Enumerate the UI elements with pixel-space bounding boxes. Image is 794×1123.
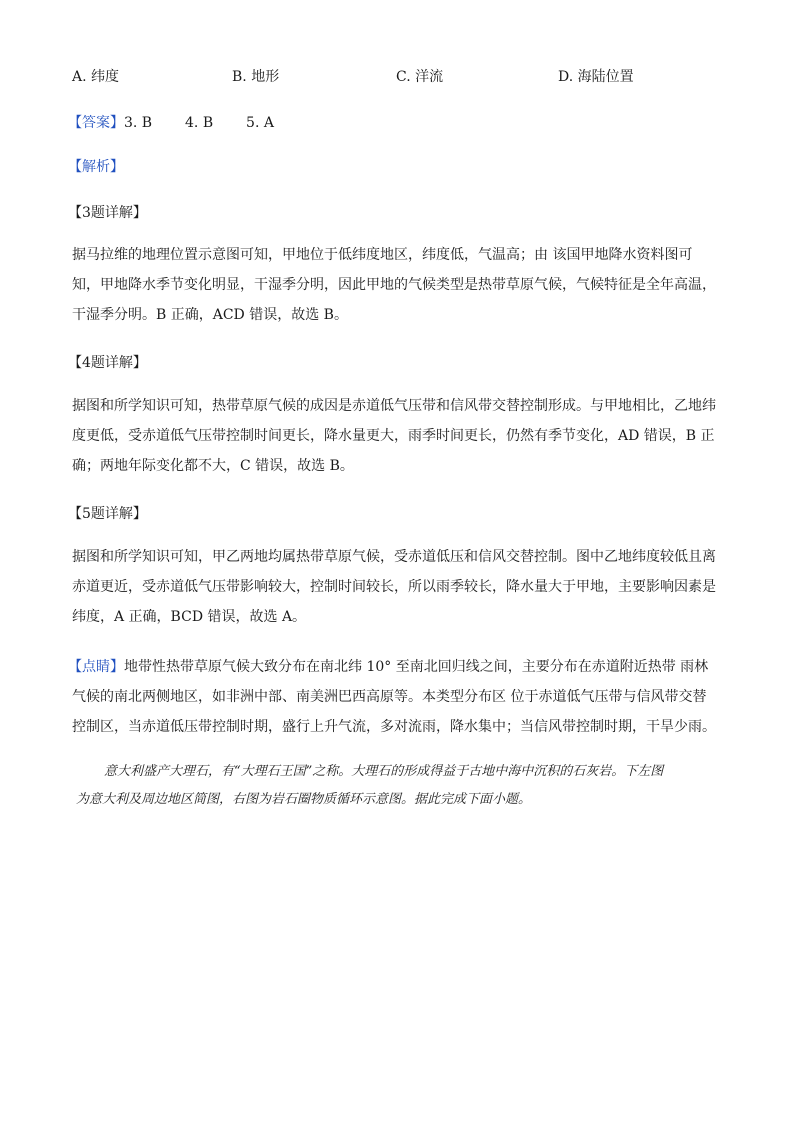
tip-label: 【点睛】 [68,659,124,675]
tip-section [68,652,718,742]
answer-line [68,112,274,132]
answer-q4: 4. B [185,115,214,131]
tip-line: 控制区，当赤道低压带控制时期，盛行上升气流，多对流雨，降水集中；当信风带控制时期，干旱少雨。 [72,719,716,735]
q3-line: 干湿季分明。B 正确，ACD 错误，故选 B。 [72,307,348,323]
q3-heading: 【3题详解】 [68,205,147,221]
q4-line: 确；两地年际变化都不大，C 错误，故选 B。 [72,458,354,474]
q4-explanation [72,391,722,481]
q5-line: 纬度，A 正确，BCD 错误，故选 A。 [72,609,307,625]
q4-line: 据图和所学知识可知，热带草原气候的成因是赤道低气压带和信风带交替控制形成。与甲地相比，乙地纬 [72,398,716,414]
tip-line: 气候的南北两侧地区，如非洲中部、南美洲巴西高原等。本类型分布区 位于赤道低气压带与信风带交替 [72,689,707,705]
q3-line: 据马拉维的地理位置示意图可知，甲地位于低纬度地区，纬度低，气温高；由 该国甲地降水资料图可 [72,247,693,263]
q5-line: 据图和所学知识可知，甲乙两地均属热带草原气候，受赤道低压和信风交替控制。图中乙地纬度较低且离 [72,549,716,565]
q5-line: 赤道更近，受赤道低气压带影响较大，控制时间较长，所以雨季较长，降水量大于甲地，主要影响因素是 [72,579,716,595]
intro-line: 意大利盛产大理石，有“大理石王国”之称。大理石的形成得益于古地中海中沉积的石灰岩。下左图 [104,764,664,779]
q3-explanation [72,240,722,330]
q3-line: 知，甲地降水季节变化明显，干湿季分明，因此甲地的气候类型是热带草原气候，气候特征是全年高温， [72,277,716,293]
option-c: C. 洋流 [396,69,444,85]
q4-heading: 【4题详解】 [68,355,147,371]
q5-heading: 【5题详解】 [68,506,147,522]
q4-line: 度更低，受赤道低气压带控制时间更长，降水量更大，雨季时间更长，仍然有季节变化，AD 错误，B 正 [72,428,715,444]
tip-line-text: 地带性热带草原气候大致分布在南北纬 10° 至南北回归线之间，主要分布在赤道附近热带 雨林 [124,659,709,675]
intro-line: 为意大利及周边地区简图，右图为岩石圈物质循环示意图。据此完成下面小题。 [76,792,532,807]
option-b: B. 地形 [232,69,280,85]
answer-options [72,66,722,88]
option-a: A. 纬度 [72,69,120,85]
next-question-intro [76,758,726,814]
answer-q3: 3. B [124,115,153,131]
tip-line [68,652,718,682]
answer-label: 【答案】 [68,115,124,131]
analysis-label: 【解析】 [68,159,124,175]
option-d: D. 海陆位置 [558,69,634,85]
answer-q5: 5. A [246,115,274,131]
q5-explanation [72,542,722,632]
